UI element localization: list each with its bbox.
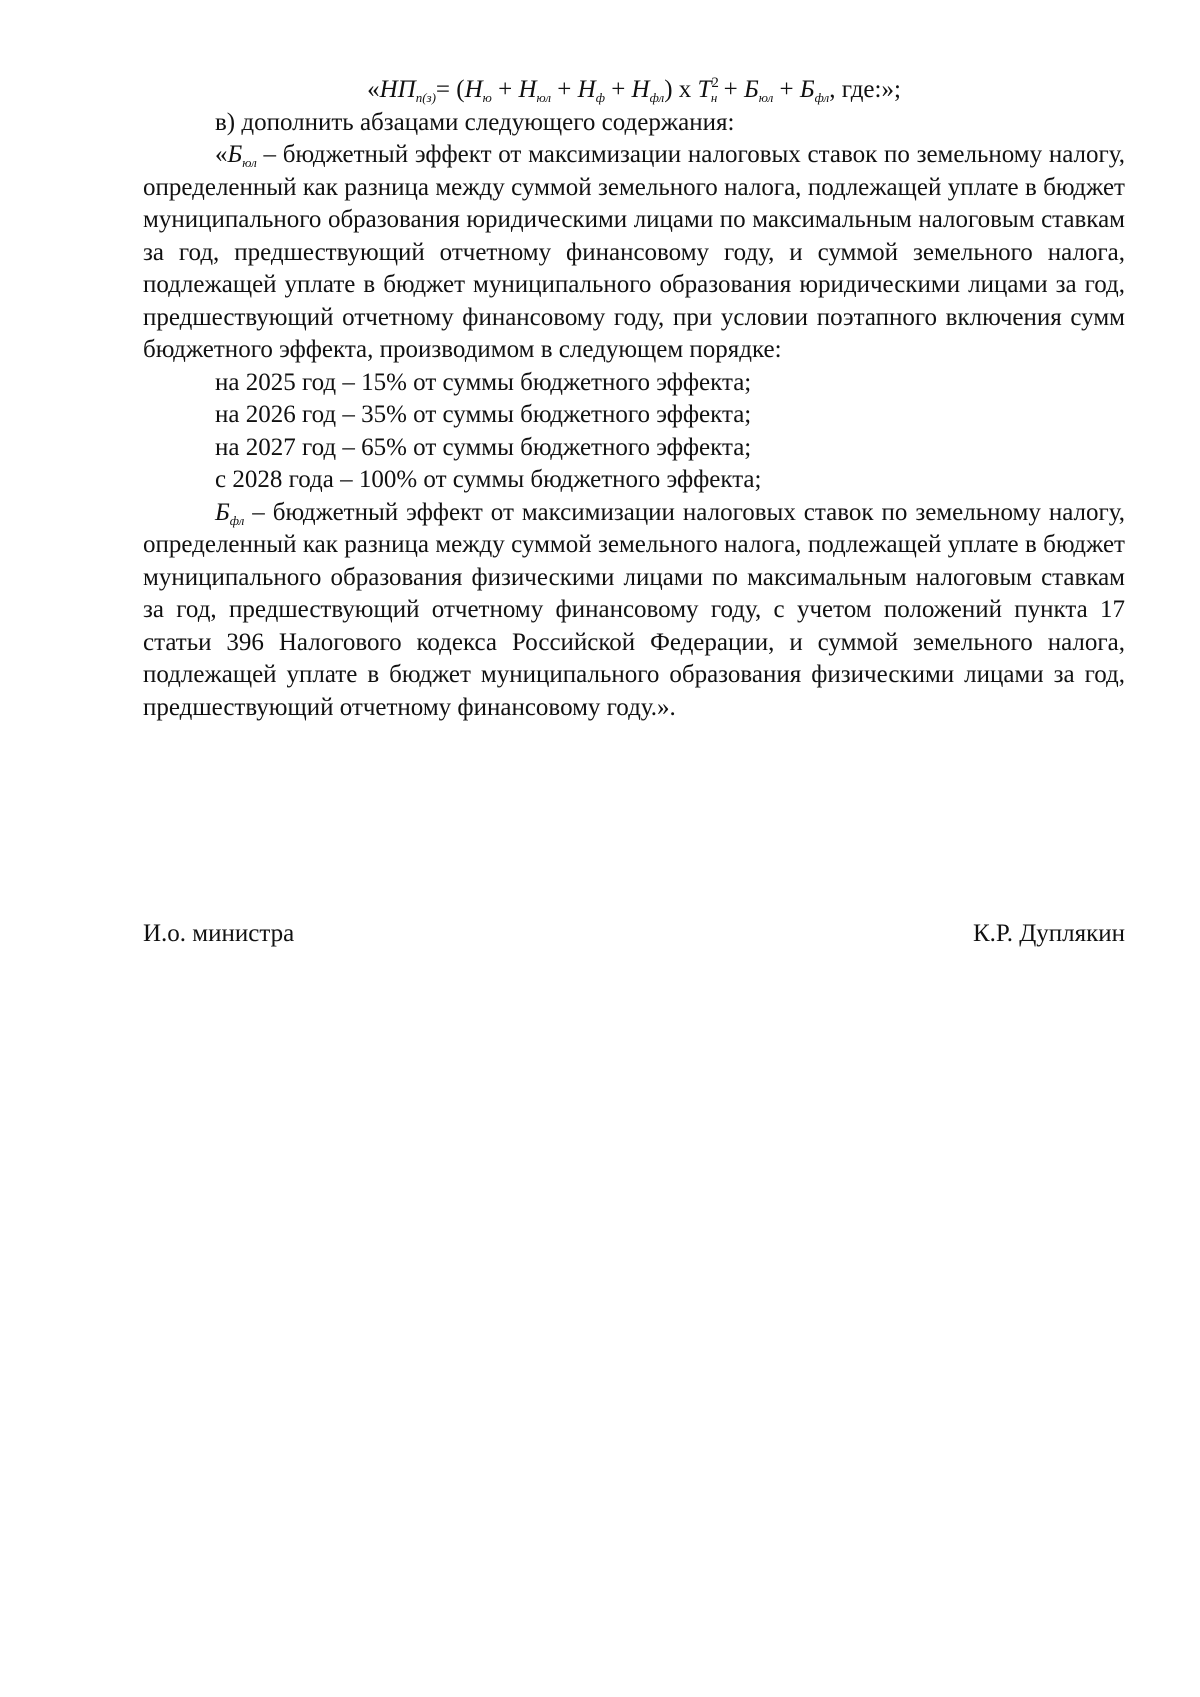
formula-plus: + bbox=[717, 76, 744, 103]
definition-bfl-symbol: Б bbox=[215, 498, 230, 526]
formula-term-nf: Н bbox=[577, 76, 596, 103]
formula-term-tn: Т bbox=[697, 76, 712, 103]
definition-byul-symbol: Б bbox=[227, 141, 243, 168]
formula-term-nu: Н bbox=[464, 76, 483, 103]
formula-term-tn-indices bbox=[711, 74, 717, 107]
formula-term-nfl: Н bbox=[631, 76, 650, 103]
formula-equals: = ( bbox=[435, 76, 465, 103]
definition-byul-text: – бюджетный эффект от максимизации налоговых ставок по земельному налогу, определенный как разница между суммой земельного налога, подлежащей уплате в бюджет муниципального образования юридическими лицами по максимальным налоговым ставкам за год, предшествующий отчетному финансовому году, и суммой земельного налога, подлежащей уплате в бюджет муниципального образования юридическими лицами за год, предшествующий отчетному финансовому году, при условии поэтапного включения сумм бюджетного эффекта, производимом в следующем порядке: bbox=[143, 141, 1125, 363]
formula-open-quote: « bbox=[367, 76, 380, 103]
formula-term-nyul: Н bbox=[518, 76, 537, 103]
definition-byul-symbol-sub: юл bbox=[242, 155, 257, 170]
formula-term-tn-sub: н bbox=[710, 90, 718, 105]
formula-term-byul-sub: юл bbox=[758, 90, 774, 105]
signatory-name: К.Р. Дуплякин bbox=[972, 920, 1125, 947]
formula-term-nfl-sub: фл bbox=[649, 90, 665, 105]
formula-tail: , где:»; bbox=[829, 76, 901, 103]
formula-term-bfl-sub: фл bbox=[814, 90, 830, 105]
formula-plus: + bbox=[491, 76, 519, 103]
definition-byul bbox=[143, 139, 1125, 367]
formula-plus: + bbox=[773, 76, 800, 103]
schedule-item-2026: на 2026 год – 35% от суммы бюджетного эффекта; bbox=[215, 401, 752, 428]
schedule-item-2025: на 2025 год – 15% от суммы бюджетного эффекта; bbox=[215, 368, 752, 396]
formula-term-nf-sub: ф bbox=[595, 90, 605, 105]
schedule-item-2028: с 2028 года – 100% от суммы бюджетного эффекта; bbox=[215, 466, 762, 493]
definition-byul-quote: « bbox=[215, 141, 228, 168]
definition-bfl-symbol-sub: фл bbox=[229, 512, 245, 528]
formula-plus: + bbox=[551, 76, 578, 103]
formula-plus: + bbox=[604, 76, 632, 103]
definition-bfl bbox=[143, 497, 1125, 725]
formula-lhs-sub: п(з) bbox=[415, 90, 436, 105]
formula-term-nu-sub: ю bbox=[482, 90, 492, 105]
formula-lhs: НП bbox=[379, 76, 416, 103]
formula-times: ) х bbox=[664, 76, 698, 103]
document-body bbox=[143, 74, 1125, 724]
formula-term-byul: Б bbox=[743, 76, 759, 103]
tax-formula bbox=[143, 74, 1125, 107]
signatory-position: И.о. министра bbox=[143, 920, 295, 947]
paragraph-v: в) дополнить абзацами следующего содержания: bbox=[215, 108, 735, 136]
definition-bfl-text: – бюджетный эффект от максимизации налоговых ставок по земельному налогу, определенный как разница между суммой земельного налога, подлежащей уплате в бюджет муниципального образования физическими лицами по максимальным налоговым ставкам за год, предшествующий отчетному финансовому году, с учетом положений пункта 17 статьи 396 Налогового кодекса Российской Федерации, и суммой земельного налога, подлежащей уплате в бюджет муниципального образования физическими лицами за год, предшествующий отчетному финансовому году.». bbox=[143, 498, 1125, 721]
formula-term-nyul-sub: юл bbox=[536, 90, 552, 105]
formula-term-tn-sup: 2 bbox=[711, 75, 719, 91]
schedule-item-2027: на 2027 год – 65% от суммы бюджетного эффекта; bbox=[215, 433, 752, 461]
formula-term-bfl: Б bbox=[799, 76, 815, 103]
